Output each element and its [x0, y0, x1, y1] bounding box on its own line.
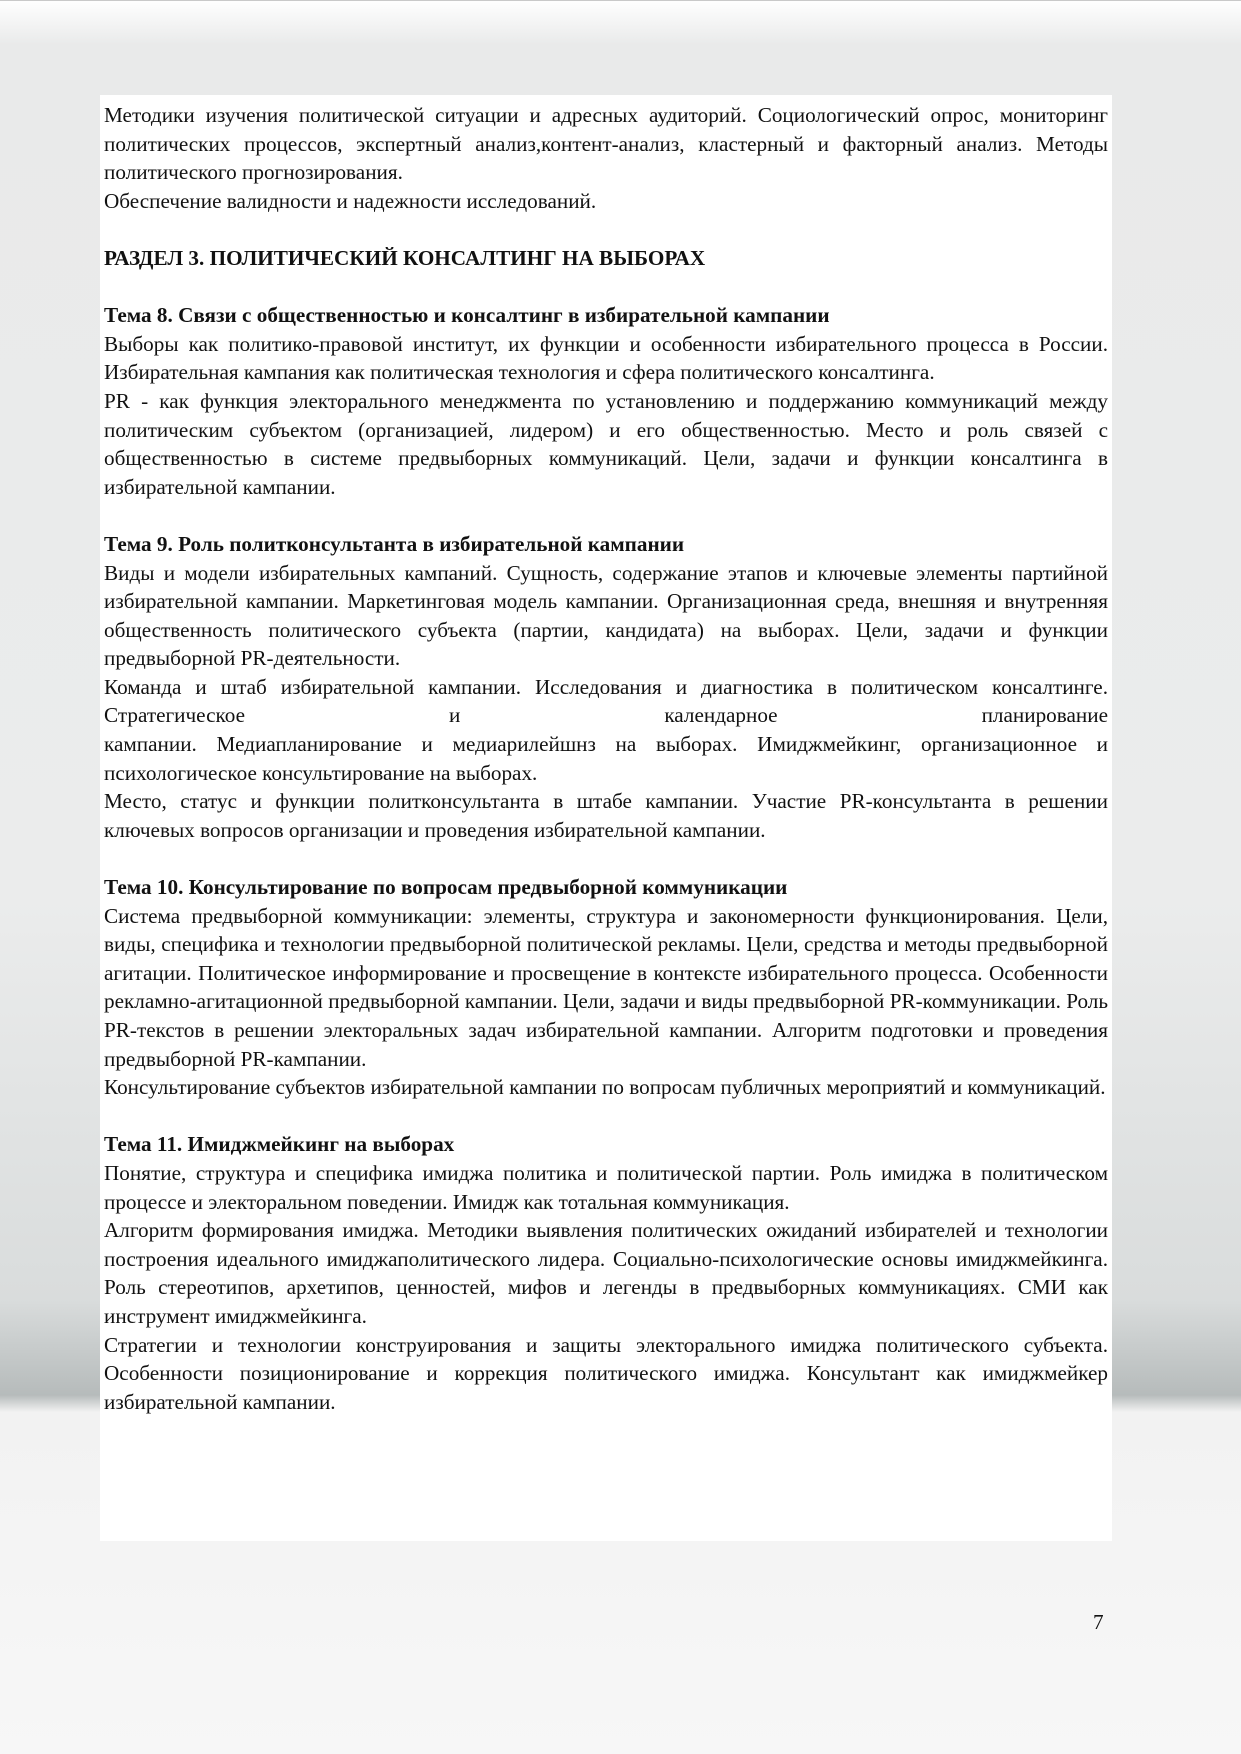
topic-10-paragraph-1: Система предвыборной коммуникации: элементы, структура и закономерности функционирования. Цели, виды, специфика и технологии предвыборной политической рекламы. Цели, средства и методы предвыборной агитации. Политическое информирование и просвещение в контексте избирательного процесса. Особенности рекламно-агитационной предвыборной кампании. Цели, задачи и виды предвыборной PR-коммуникации. Роль PR-текстов в решении электоральных задач избирательной кампании. Алгоритм подготовки и проведения предвыборной PR-кампании.: [104, 903, 1108, 1071]
section-3-heading: РАЗДЕЛ 3. ПОЛИТИЧЕСКИЙ КОНСАЛТИНГ НА ВЫБОРАХ: [104, 245, 706, 270]
intro-paragraph-2: Обеспечение валидности и надежности исследований.: [104, 188, 597, 213]
topic-11-heading: Тема 11. Имиджмейкинг на выборах: [104, 1132, 455, 1157]
topic-9-paragraph-1: Виды и модели избирательных кампаний. Сущность, содержание этапов и ключевые элементы партийной избирательной кампании. Маркетинговая модель кампании. Организационная среда, внешняя и внутренняя общественность политического субъекта (партии, кандидата) на выборах. Цели, задачи и функции предвыборной PR-деятельности.: [104, 560, 1108, 671]
topic-11-paragraph-1: Понятие, структура и специфика имиджа политика и политической партии. Роль имиджа в политическом процессе и электоральном поведении. Имидж как тотальная коммуникация.: [104, 1160, 1108, 1214]
intro-paragraph-1: Методики изучения политической ситуации и адресных аудиторий. Социологический опрос, мониторинг политических процессов, экспертный анализ,контент-анализ, кластерный и факторный анализ. Методы политического прогнозирования.: [104, 103, 1108, 185]
topic-11-paragraph-3: Стратегии и технологии конструирования и защиты электорального имиджа политического субъекта. Особенности позиционирование и коррекция политического имиджа. Консультант как имиджмейкер избирательной кампании.: [104, 1332, 1108, 1414]
topic-9-paragraph-4: Место, статус и функции политконсультанта в штабе кампании. Участие PR-консультанта в решении ключевых вопросов организации и проведения избирательной кампании.: [104, 789, 1108, 842]
topic-9-paragraph-2: Команда и штаб избирательной кампании. Исследования и диагностика в политическом консалтинге. Стратегическое и календарное планирование: [104, 674, 1108, 728]
topic-10-paragraph-2: Консультирование субъектов избирательной кампании по вопросам публичных мероприятий и коммуникаций.: [104, 1075, 1106, 1100]
topic-11-paragraph-2: Алгоритм формирования имиджа. Методики выявления политических ожиданий избирателей и технологии построения идеального имиджаполитического лидера. Социально-психологические основы имиджмейкинга. Роль стереотипов, архетипов, ценностей, мифов и легенды в предвыборных коммуникациях. СМИ как инструмент имиджмейкинга.: [104, 1218, 1108, 1328]
topic-9-heading: Тема 9. Роль политконсультанта в избирательной кампании: [104, 531, 685, 556]
topic-8-paragraph-2: PR - как функция электорального менеджмента по установлению и поддержанию коммуникаций между политическим субъектом (организацией, лидером) и его общественностью. Место и роль связей с общественностью в системе предвыборных коммуникаций. Цели, задачи и функции консалтинга в избирательной кампании.: [104, 388, 1108, 499]
page-top-border: [0, 0, 1241, 1]
topic-9-paragraph-3: кампании. Медиапланирование и медиарилейшнз на выборах. Имиджмейкинг, организационное и психологическое консультирование на выборах.: [104, 732, 1108, 785]
document-text-block: [100, 95, 1112, 1541]
page-number: 7: [1093, 1610, 1104, 1634]
topic-8-paragraph-1: Выборы как политико-правовой институт, их функции и особенности избирательного процесса в России. Избирательная кампания как политическая технология и сфера политического консалтинга.: [104, 331, 1108, 385]
topic-8-heading: Тема 8. Связи с общественностью и консалтинг в избирательной кампании: [104, 303, 830, 328]
topic-10-heading: Тема 10. Консультирование по вопросам предвыборной коммуникации: [104, 875, 788, 900]
